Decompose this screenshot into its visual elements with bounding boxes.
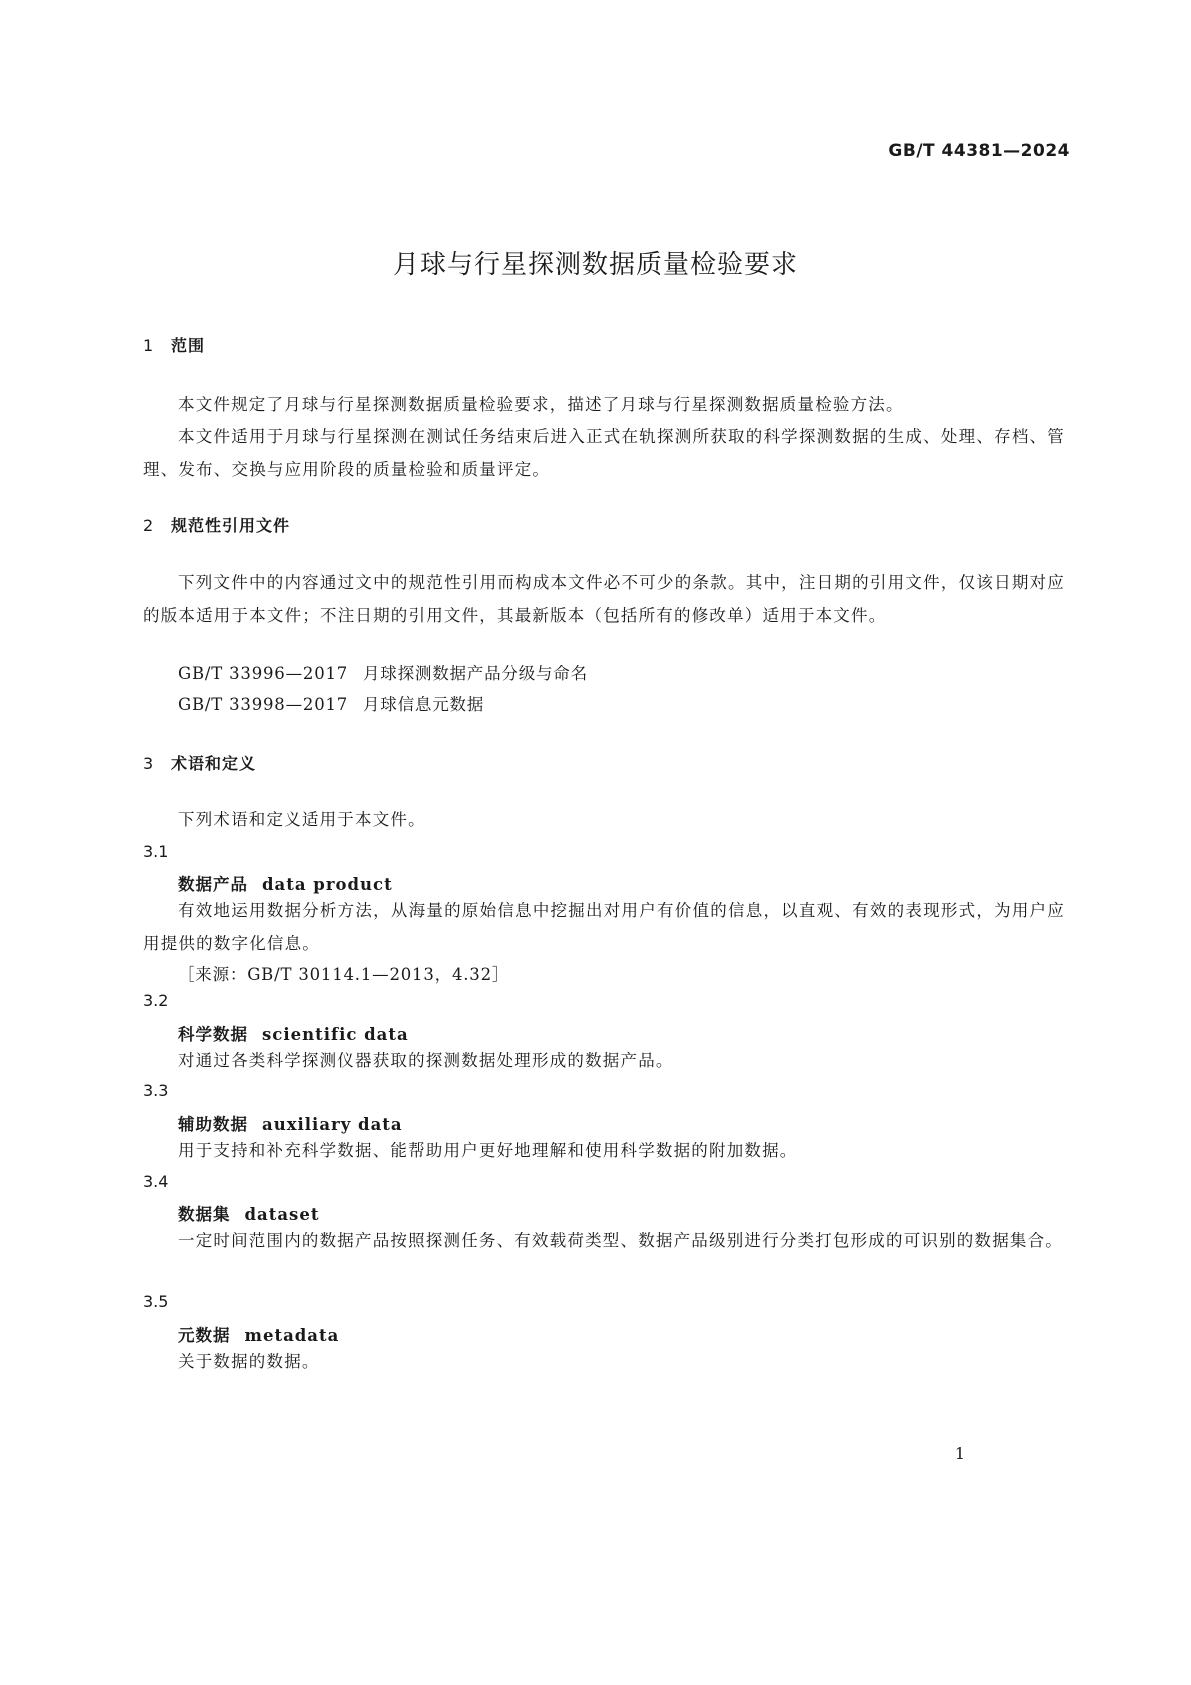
term-definition: 关于数据的数据。: [178, 1352, 320, 1371]
term-definition: 有效地运用数据分析方法，从海量的原始信息中挖掘出对用户有价值的信息，以直观、有效的表现形式，为用户应用提供的数字化信息。: [143, 901, 1065, 953]
term-en: auxiliary data: [262, 1115, 403, 1134]
paragraph: 本文件规定了月球与行星探测数据质量检验要求，描述了月球与行星探测数据质量检验方法。: [178, 395, 904, 414]
term-zh: 科学数据: [178, 1025, 248, 1044]
term-definition: 对通过各类科学探测仪器获取的探测数据处理形成的数据产品。: [178, 1051, 674, 1070]
section-number: 2: [143, 516, 155, 535]
term-definition: 用于支持和补充科学数据、能帮助用户更好地理解和使用科学数据的附加数据。: [178, 1141, 798, 1160]
term-heading: [178, 1021, 409, 1045]
term-en: scientific data: [262, 1025, 409, 1044]
clause-number: 3.4: [143, 1172, 169, 1191]
term-zh: 元数据: [178, 1326, 231, 1345]
section-1-heading: [143, 333, 205, 356]
clause-number: 3.2: [143, 991, 169, 1010]
reference-item: [178, 691, 484, 715]
term-en: metadata: [244, 1326, 340, 1345]
paragraph: 下列术语和定义适用于本文件。: [178, 810, 426, 829]
document-title: 月球与行星探测数据质量检验要求: [392, 250, 798, 280]
term-zh: 数据产品: [178, 875, 248, 894]
section-2-heading: [143, 513, 290, 536]
reference-code: GB/T 33996—2017: [178, 664, 349, 683]
term-definition: 一定时间范围内的数据产品按照探测任务、有效载荷类型、数据产品级别进行分类打包形成的可识别的数据集合。: [178, 1231, 1063, 1250]
term-en: data product: [262, 875, 393, 894]
section-title: 规范性引用文件: [171, 516, 291, 535]
term-zh: 辅助数据: [178, 1115, 248, 1134]
page-number: 1: [954, 1444, 965, 1463]
clause-number: 3.5: [143, 1292, 169, 1311]
section-number: 1: [143, 336, 155, 355]
reference-title: 月球信息元数据: [363, 695, 485, 714]
section-title: 术语和定义: [171, 754, 257, 773]
term-zh: 数据集: [178, 1205, 231, 1224]
term-heading: [178, 1111, 403, 1135]
section-title: 范围: [171, 336, 206, 355]
paragraph: 下列文件中的内容通过文中的规范性引用而构成本文件必不可少的条款。其中，注日期的引用文件，仅该日期对应的版本适用于本文件；不注日期的引用文件，其最新版本（包括所有的修改单）适用于本文件。: [143, 573, 1065, 625]
section-3-heading: [143, 751, 256, 774]
term-en: dataset: [244, 1205, 320, 1224]
clause-number: 3.3: [143, 1081, 169, 1100]
section-number: 3: [143, 754, 155, 773]
term-heading: [178, 1322, 339, 1346]
paragraph: 本文件适用于月球与行星探测在测试任务结束后进入正式在轨探测所获取的科学探测数据的生成、处理、存档、管理、发布、交换与应用阶段的质量检验和质量评定。: [143, 427, 1065, 479]
clause-number: 3.1: [143, 842, 169, 861]
term-heading: [178, 871, 393, 895]
reference-code: GB/T 33998—2017: [178, 695, 349, 714]
term-source: ［来源：GB/T 30114.1—2013，4.32］: [178, 965, 510, 984]
term-heading: [178, 1201, 319, 1225]
standard-code: GB/T 44381—2024: [888, 141, 1070, 161]
reference-title: 月球探测数据产品分级与命名: [363, 664, 588, 683]
reference-item: [178, 660, 588, 684]
